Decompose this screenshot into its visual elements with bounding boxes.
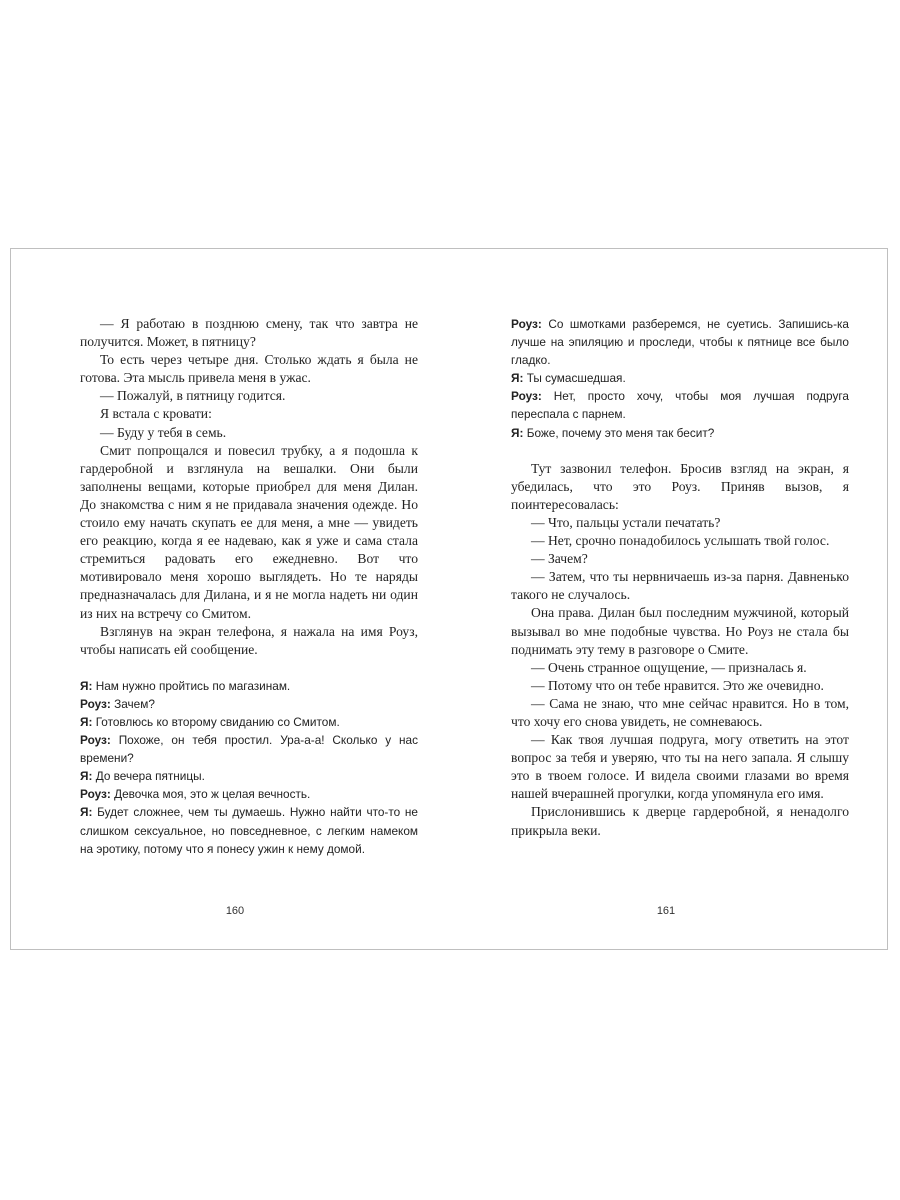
paragraph: — Нет, срочно понадобилось услышать твой голос. xyxy=(531,533,830,549)
chat-message xyxy=(80,677,418,695)
section-gap xyxy=(511,442,849,460)
paragraph: — Зачем? xyxy=(531,551,588,567)
chat-text: Готовлюсь ко второму свиданию со Смитом. xyxy=(92,714,340,729)
paragraph: — Как твоя лучшая подруга, могу ответить на этот вопрос за тебя и уверяю, что ты на него запала. Я слышу это в твоем голосе. И видела своими глазами во время нашей вчерашней прогулки, когда упомянула его имя. xyxy=(511,732,849,802)
left-page xyxy=(80,315,418,858)
chat-text: Боже, почему это меня так бесит? xyxy=(523,425,715,440)
book-spread xyxy=(10,248,888,950)
chat-text: Девочка моя, это ж целая вечность. xyxy=(110,787,311,802)
chat-sender: Роуз: xyxy=(80,787,111,802)
page-number-right: 161 xyxy=(656,905,676,917)
chat-sender: Я: xyxy=(511,371,524,386)
chat-message xyxy=(80,767,418,785)
chat-text: Похоже, он тебя простил. Ура-а-а! Сколько у нас времени? xyxy=(80,733,418,766)
chat-message xyxy=(80,731,418,767)
chat-text: Со шмотками разберемся, не суетись. Запишись-ка лучше на эпиляцию и проследи, чтобы к пятнице все было гладко. xyxy=(511,317,849,368)
chat-sender: Роуз: xyxy=(511,389,542,404)
chat-sender: Я: xyxy=(80,714,93,729)
paragraph: Тут зазвонил телефон. Бросив взгляд на экран, я убедилась, что это Роуз. Приняв вызов, я поинтересовалась: xyxy=(511,460,849,512)
paragraph: Она права. Дилан был последним мужчиной, который вызывал во мне подобные чувства. Но Роуз не стала бы поднимать эту тему в разговоре о Смите. xyxy=(511,605,849,657)
paragraph: — Сама не знаю, что мне сейчас нравится. Но в том, что хочу его снова увидеть, не сомневаюсь. xyxy=(511,695,849,729)
paragraph: — Затем, что ты нервничаешь из-за парня. Давненько такого не случалось. xyxy=(511,569,849,603)
chat-message xyxy=(511,424,849,442)
chat-message xyxy=(80,695,418,713)
chat-text: Ты сумасшедшая. xyxy=(523,371,626,386)
chat-message xyxy=(511,387,849,423)
chat-text: Будет сложнее, чем ты думаешь. Нужно найти что-то не слишком сексуальное, но повседневное, с легким намеком на эротику, потому что я понесу ужин к нему домой. xyxy=(80,805,418,856)
paragraph: — Очень странное ощущение, — призналась я. xyxy=(531,659,807,675)
chat-message xyxy=(511,315,849,369)
chat-sender: Я: xyxy=(80,769,93,784)
chat-text: До вечера пятницы. xyxy=(92,769,205,784)
chat-text: Зачем? xyxy=(110,696,155,711)
paragraph: — Буду у тебя в семь. xyxy=(100,424,227,440)
paragraph: Я встала с кровати: xyxy=(100,406,212,422)
chat-sender: Роуз: xyxy=(80,696,111,711)
paragraph: Взглянув на экран телефона, я нажала на имя Роуз, чтобы написать ей сообщение. xyxy=(80,623,418,657)
chat-text: Нет, просто хочу, чтобы моя лучшая подруга переспала с парнем. xyxy=(511,389,849,422)
chat-message xyxy=(511,369,849,387)
page-number-left: 160 xyxy=(225,905,245,917)
chat-sender: Роуз: xyxy=(511,317,542,331)
chat-message xyxy=(80,803,418,857)
right-page xyxy=(511,315,849,840)
chat-text: Нам нужно пройтись по магазинам. xyxy=(92,678,291,693)
paragraph: — Пожалуй, в пятницу годится. xyxy=(100,388,286,404)
chat-sender: Роуз: xyxy=(80,733,111,748)
chat-sender: Я: xyxy=(80,805,93,820)
chat-sender: Я: xyxy=(511,425,524,440)
chat-sender: Я: xyxy=(80,678,93,693)
chat-message xyxy=(80,785,418,803)
paragraph: — Потому что он тебе нравится. Это же очевидно. xyxy=(531,677,824,693)
paragraph: То есть через четыре дня. Столько ждать я была не готова. Эта мысль привела меня в ужас. xyxy=(80,352,418,386)
paragraph: — Я работаю в позднюю смену, так что завтра не получится. Может, в пятницу? xyxy=(80,316,418,350)
chat-message xyxy=(80,713,418,731)
paragraph: Смит попрощался и повесил трубку, а я подошла к гардеробной и взглянула на вешалки. Они были заполнены вещами, которые приобрел для меня Дилан. До знакомства с ним я не придавала значения одежде. Но стоило ему начать скупать ее для меня, а мне — увидеть его реакцию, когда я ее надеваю, как я уже и сама стала стремиться радовать его ежедневно. Вот что мотивировало меня хорошо выглядеть. Но те наряды предназначалась для Дилана, и я не могла надеть ни один из них на встречу со Смитом. xyxy=(80,442,418,621)
section-gap xyxy=(80,659,418,677)
paragraph: — Что, пальцы устали печатать? xyxy=(531,514,721,530)
paragraph: Прислонившись к дверце гардеробной, я ненадолго прикрыла веки. xyxy=(511,804,849,838)
